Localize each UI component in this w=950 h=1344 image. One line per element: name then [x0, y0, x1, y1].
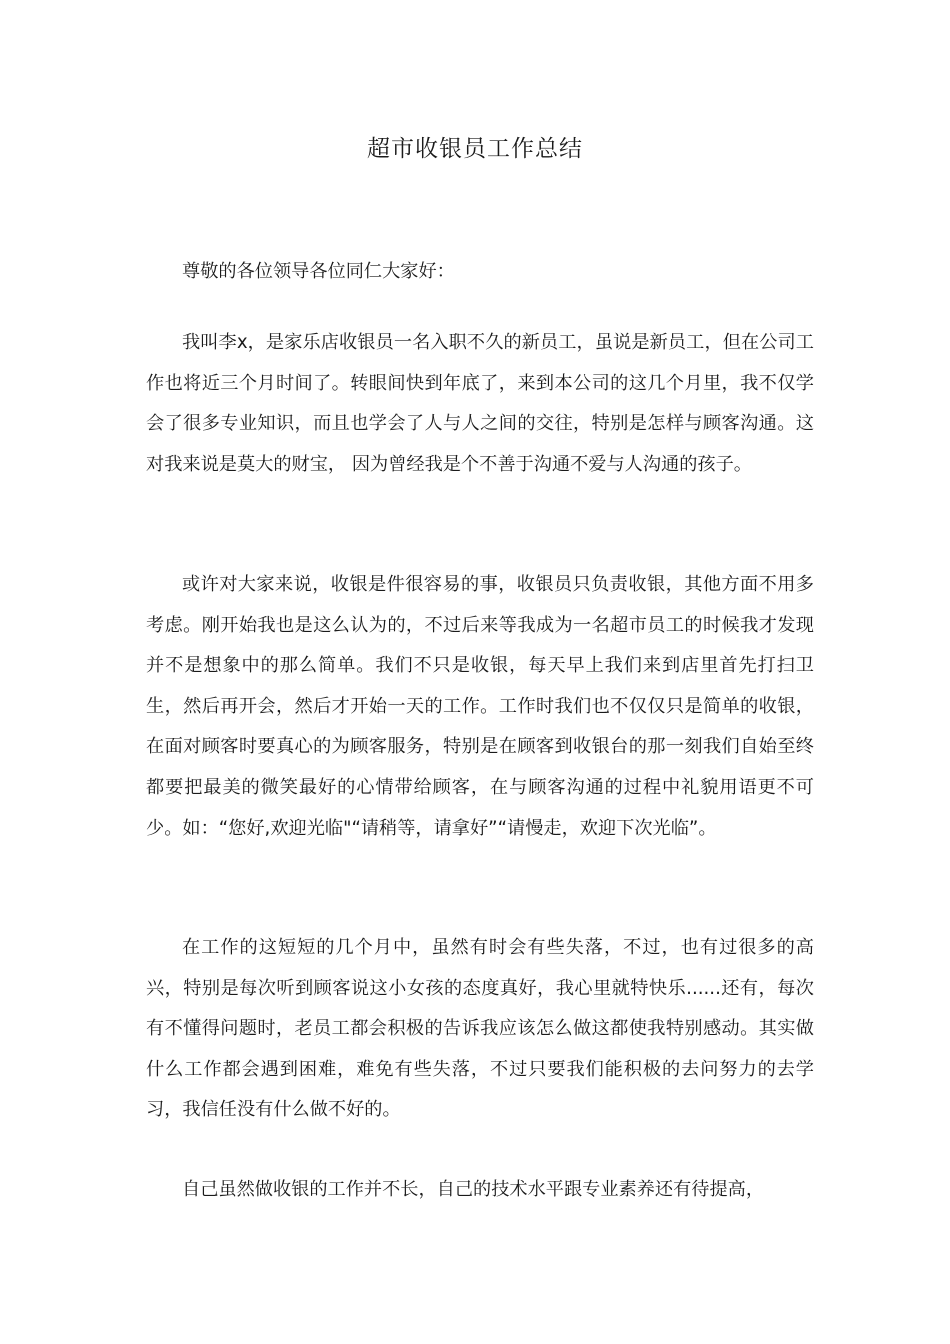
paragraph-greeting: 尊敬的各位领导各位同仁大家好：	[182, 261, 455, 282]
paragraph-cashier-duties: 或许对大家来说，收银是件很容易的事，收银员只负责收银，其他方面不用多考虑。刚开始我也是这么认为的，不过后来等我成为一名超市员工的时候我才发现并不是想象中的那么简单。我们不只是收银，每天早上我们来到店里首先打扫卫生，然后再开会，然后才开始一天的工作。工作时我们也不仅仅只是简单的收银，在面对顾客时要真心的为顾客服务，特别是在顾客到收银台的那一刻我们自始至终都要把最美的微笑最好的心情带给顾客，在与顾客沟通的过程中礼貌用语更不可少。如：“您好,欢迎光临"“请稍等，请拿好”“请慢走，欢迎下次光临”。	[146, 574, 814, 839]
paragraph-experience: 在工作的这短短的几个月中，虽然有时会有些失落，不过，也有过很多的高兴，特别是每次听到顾客说这小女孩的态度真好，我心里就特快乐......还有，每次有不懂得问题时，老员工都会积极的告诉我应该怎么做这都使我特别感动。其实做什么工作都会遇到困难，难免有些失落，不过只要我们能积极的去问努力的去学习，我信任没有什么做不好的。	[146, 937, 814, 1121]
paragraph-introduction: 我叫李x，是家乐店收银员一名入职不久的新员工，虽说是新员工，但在公司工作也将近三个月时间了。转眼间快到年底了，来到本公司的这几个月里，我不仅学会了很多专业知识，而且也学会了人与人之间的交往，特别是怎样与顾客沟通。这对我来说是莫大的财宝， 因为曾经我是个不善于沟通不爱与人沟通的孩子。	[146, 332, 814, 475]
paragraph-self-assessment: 自己虽然做收银的工作并不长，自己的技术水平跟专业素养还有待提高，	[182, 1179, 765, 1200]
document-title: 超市收银员工作总结	[367, 136, 583, 162]
